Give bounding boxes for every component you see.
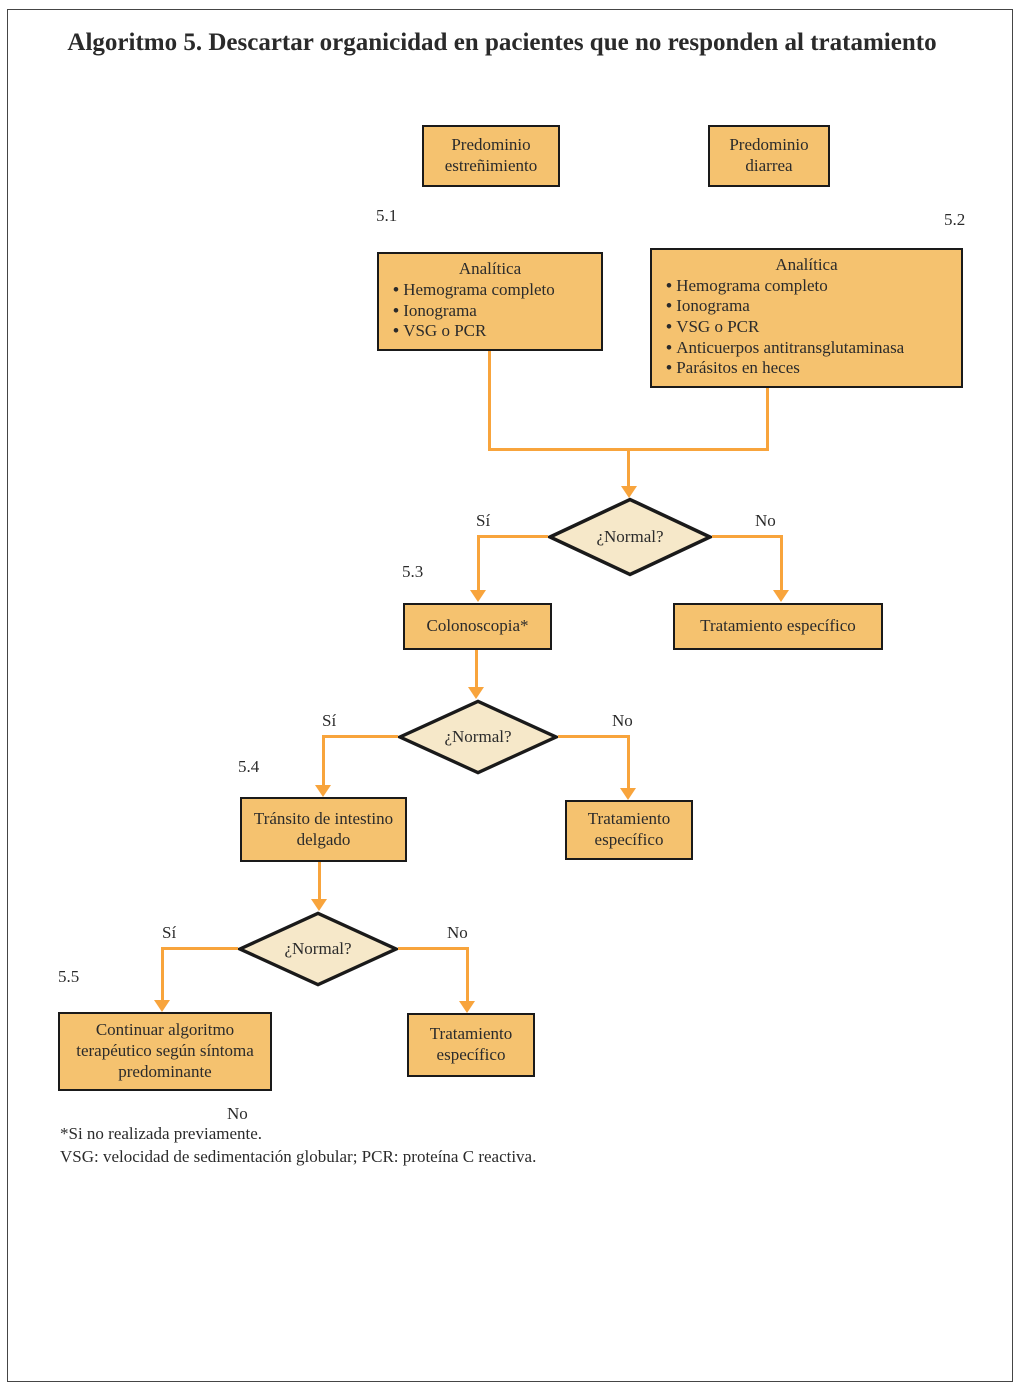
footnote-abbreviations: VSG: velocidad de sedimentación globular; PCR: proteína C reactiva. bbox=[60, 1147, 537, 1166]
node-predominio-estrenimiento bbox=[422, 125, 560, 187]
decision-normal-1 bbox=[548, 497, 712, 577]
node-colonoscopia bbox=[403, 603, 552, 650]
arrowhead-tratamiento2 bbox=[620, 788, 636, 800]
connector-to-decision3 bbox=[318, 862, 321, 899]
connector-analitica1-down bbox=[488, 351, 491, 450]
arrowhead-tratamiento1 bbox=[773, 590, 789, 602]
arrowhead-colonoscopia bbox=[470, 590, 486, 602]
diagram-title: Algoritmo 5. Descartar organicidad en pacientes que no responden al tratamiento bbox=[67, 29, 937, 56]
step-label-5-3: 5.3 bbox=[402, 562, 424, 581]
decision-normal-3 bbox=[238, 911, 398, 987]
connector-d2-yes-v bbox=[322, 735, 325, 786]
footnote-asterisk: *Si no realizada previamente. bbox=[60, 1124, 263, 1143]
node-continuar-algoritmo bbox=[58, 1012, 272, 1091]
node-label: Tratamiento específico bbox=[587, 809, 671, 849]
node-title: Analítica bbox=[775, 254, 838, 274]
connector-to-decision1 bbox=[627, 449, 630, 486]
footnotes bbox=[60, 1122, 536, 1168]
node-label: Predominio diarrea bbox=[729, 135, 809, 175]
arrowhead-tratamiento3 bbox=[459, 1001, 475, 1013]
node-label: Tratamiento específico bbox=[429, 1024, 513, 1064]
edge-label-yes-2: Sí bbox=[322, 711, 337, 730]
analitica-items bbox=[658, 276, 955, 380]
connector-d1-yes-h bbox=[478, 535, 548, 538]
analitica-item: • VSG o PCR bbox=[393, 321, 595, 342]
connector-d1-yes-v bbox=[477, 535, 480, 591]
analitica-item: • Ionograma bbox=[393, 301, 595, 322]
node-title: Analítica bbox=[458, 259, 522, 279]
decision-normal-2 bbox=[398, 699, 558, 775]
connector-d3-no-h bbox=[398, 947, 468, 950]
connector-d3-yes-v bbox=[161, 947, 164, 1000]
analitica-item: • Parásitos en heces bbox=[666, 358, 955, 379]
node-predominio-diarrea bbox=[708, 125, 830, 187]
node-analitica-diarrea bbox=[650, 248, 963, 388]
analitica-item: • Hemograma completo bbox=[393, 280, 595, 301]
analitica-items bbox=[385, 280, 595, 342]
connector-analitica2-down bbox=[766, 388, 769, 450]
arrowhead-decision2 bbox=[468, 687, 484, 699]
connector-d3-no-v bbox=[466, 947, 469, 1001]
node-label: Predominio estreñimiento bbox=[444, 135, 538, 175]
arrowhead-continuar bbox=[154, 1000, 170, 1012]
connector-d3-yes-h bbox=[163, 947, 238, 950]
analitica-item: • Anticuerpos antitransglutaminasa bbox=[666, 338, 955, 359]
step-label-5-2: 5.2 bbox=[944, 210, 966, 229]
step-label-5-5: 5.5 bbox=[58, 967, 80, 986]
node-label: Colonoscopia* bbox=[426, 616, 529, 636]
edge-label-yes-3: Sí bbox=[162, 923, 177, 942]
connector-to-decision2 bbox=[475, 650, 478, 687]
node-analitica-estrenimiento bbox=[377, 252, 603, 351]
analitica-item: • Hemograma completo bbox=[666, 276, 955, 297]
node-tratamiento-especifico-3 bbox=[407, 1013, 535, 1077]
decision-label: ¿Normal? bbox=[596, 527, 664, 546]
decision-label: ¿Normal? bbox=[444, 727, 512, 746]
node-label: Continuar algoritmo terapéutico según síntoma predominante bbox=[76, 1020, 254, 1081]
connector-d1-no-h bbox=[712, 535, 783, 538]
edge-label-no-1: No bbox=[755, 511, 776, 530]
node-tratamiento-especifico-1 bbox=[673, 603, 883, 650]
node-tratamiento-especifico-2 bbox=[565, 800, 693, 860]
analitica-item: • VSG o PCR bbox=[666, 317, 955, 338]
connector-d1-no-v bbox=[780, 535, 783, 591]
edge-label-no-3: No bbox=[447, 923, 468, 942]
node-label: Tratamiento específico bbox=[700, 616, 856, 636]
edge-label-yes-1: Sí bbox=[476, 511, 491, 530]
edge-label-no-2: No bbox=[612, 711, 633, 730]
connector-d2-no-h bbox=[558, 735, 630, 738]
node-transito-intestino bbox=[240, 797, 407, 862]
node-label: Tránsito de intestino delgado bbox=[253, 808, 394, 849]
stray-no-label: No bbox=[227, 1104, 248, 1123]
connector-d2-yes-h bbox=[324, 735, 398, 738]
analitica-item: • Ionograma bbox=[666, 296, 955, 317]
page-border bbox=[7, 9, 1013, 1382]
step-label-5-4: 5.4 bbox=[238, 757, 260, 776]
arrowhead-transito bbox=[315, 785, 331, 797]
step-label-5-1: 5.1 bbox=[376, 206, 398, 225]
arrowhead-decision3 bbox=[311, 899, 327, 911]
connector-d2-no-v bbox=[627, 735, 630, 788]
decision-label: ¿Normal? bbox=[284, 939, 352, 958]
